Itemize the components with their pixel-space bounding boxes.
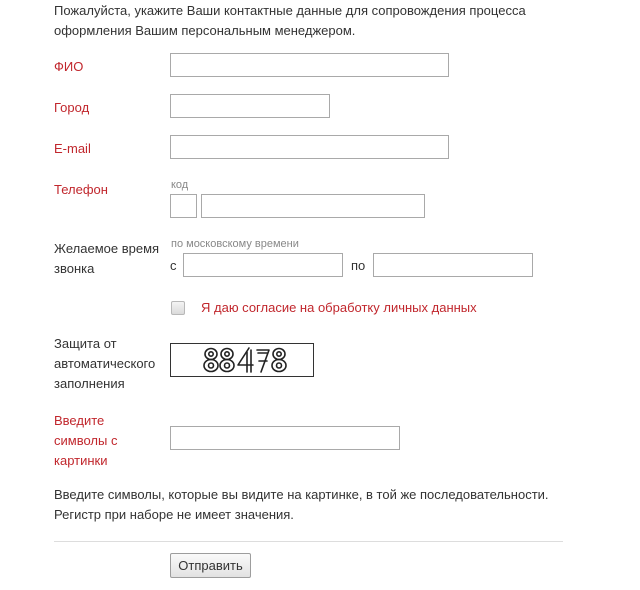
captcha-protection-label: Защита от автоматического заполнения (54, 336, 156, 391)
consent-label[interactable]: Я даю согласие на обработку личных данных (201, 300, 477, 315)
captcha-input-label: Введите символы с картинки (54, 413, 118, 468)
call-time-from-input[interactable] (183, 253, 343, 277)
call-time-hint: по московскому времени (171, 238, 299, 250)
fio-label: ФИО (54, 59, 84, 74)
call-time-to-input[interactable] (373, 253, 533, 277)
captcha-glyphs (171, 344, 313, 376)
submit-button[interactable]: Отправить (170, 553, 251, 578)
fio-input[interactable] (170, 53, 449, 77)
captcha-input[interactable] (170, 426, 400, 450)
phone-label: Телефон (54, 182, 108, 197)
phone-number-input[interactable] (201, 194, 425, 218)
phone-code-input[interactable] (170, 194, 197, 218)
consent-checkbox[interactable] (171, 301, 185, 315)
call-time-label: Желаемое время звонка (54, 241, 160, 276)
call-time-to-label: по (351, 258, 366, 273)
intro-text: Пожалуйста, укажите Ваши контактные данные для сопровождения процесса оформления Вашим персональным менеджером. (54, 3, 526, 38)
city-label: Город (54, 100, 90, 115)
captcha-note: Введите символы, которые вы видите на картинке, в той же последовательности. Регистр при наборе не имеет значения. (54, 487, 549, 522)
email-label: E-mail (54, 141, 91, 156)
captcha-image (170, 343, 314, 377)
divider (54, 541, 563, 542)
email-input[interactable] (170, 135, 449, 159)
call-time-from-label: с (170, 258, 177, 273)
city-input[interactable] (170, 94, 330, 118)
phone-code-hint: код (171, 179, 189, 191)
